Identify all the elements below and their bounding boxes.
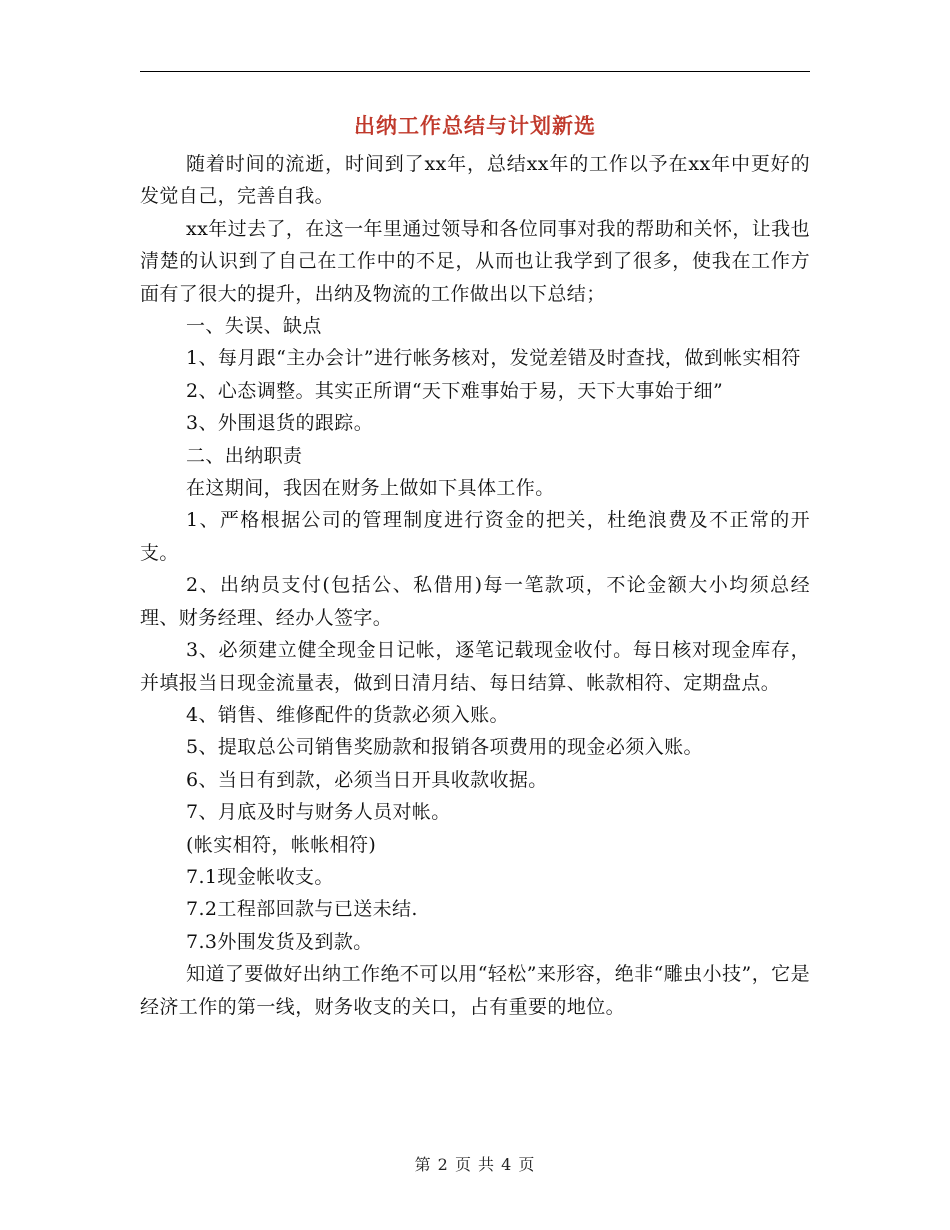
header-rule <box>140 71 810 72</box>
page-footer: 第 2 页 共 4 页 <box>414 1155 536 1174</box>
sub-list-item: 7.1现金帐收支。 <box>186 865 334 888</box>
section-heading: 一、失误、缺点 <box>186 315 322 338</box>
list-item: 4、销售、维修配件的货款必须入账。 <box>186 703 509 726</box>
sub-list-item: 7.2工程部回款与已送未结. <box>186 898 418 921</box>
sub-list-item: 7.3外围发货及到款。 <box>186 930 373 953</box>
list-item: 5、提取总公司销售奖励款和报销各项费用的现金必须入账。 <box>186 736 703 759</box>
list-item: 3、必须建立健全现金日记帐，逐笔记载现金收付。每日核对现金库存，并填报当日现金流量表，做到日清月结、每日结算、帐款相符、定期盘点。 <box>140 639 810 694</box>
list-note: (帐实相符，帐帐相符) <box>186 833 377 856</box>
document-body <box>140 148 810 1023</box>
list-item: 1、每月跟“主办会计”进行帐务核对，发觉差错及时查找，做到帐实相符 <box>186 347 801 370</box>
list-item: 2、心态调整。其实正所谓“天下难事始于易，天下大事始于细” <box>186 379 724 402</box>
paragraph: 在这期间，我因在财务上做如下具体工作。 <box>186 477 555 500</box>
section-heading: 二、出纳职责 <box>186 444 303 467</box>
paragraph: xx年过去了，在这一年里通过领导和各位同事对我的帮助和关怀，让我也清楚的认识到了自己在工作中的不足，从而也让我学到了很多，使我在工作方面有了很大的提升，出纳及物流的工作做出以下总结； <box>140 217 810 305</box>
list-item: 3、外围退货的跟踪。 <box>186 412 374 435</box>
document-title: 出纳工作总结与计划新选 <box>354 114 596 138</box>
list-item: 6、当日有到款，必须当日开具收款收据。 <box>186 768 548 791</box>
paragraph: 随着时间的流逝，时间到了xx年，总结xx年的工作以予在xx年中更好的发觉自己，完善自我。 <box>140 153 810 208</box>
list-item: 1、严格根据公司的管理制度进行资金的把关，杜绝浪费及不正常的开支。 <box>140 509 810 564</box>
list-item: 2、出纳员支付(包括公、私借用)每一笔款项，不论金额大小均须总经理、财务经理、经办人签字。 <box>140 574 810 629</box>
list-item: 7、月底及时与财务人员对帐。 <box>186 801 451 824</box>
paragraph: 知道了要做好出纳工作绝不可以用“轻松”来形容，绝非“雕虫小技”，它是经济工作的第一线，财务收支的关口，占有重要的地位。 <box>140 963 810 1018</box>
